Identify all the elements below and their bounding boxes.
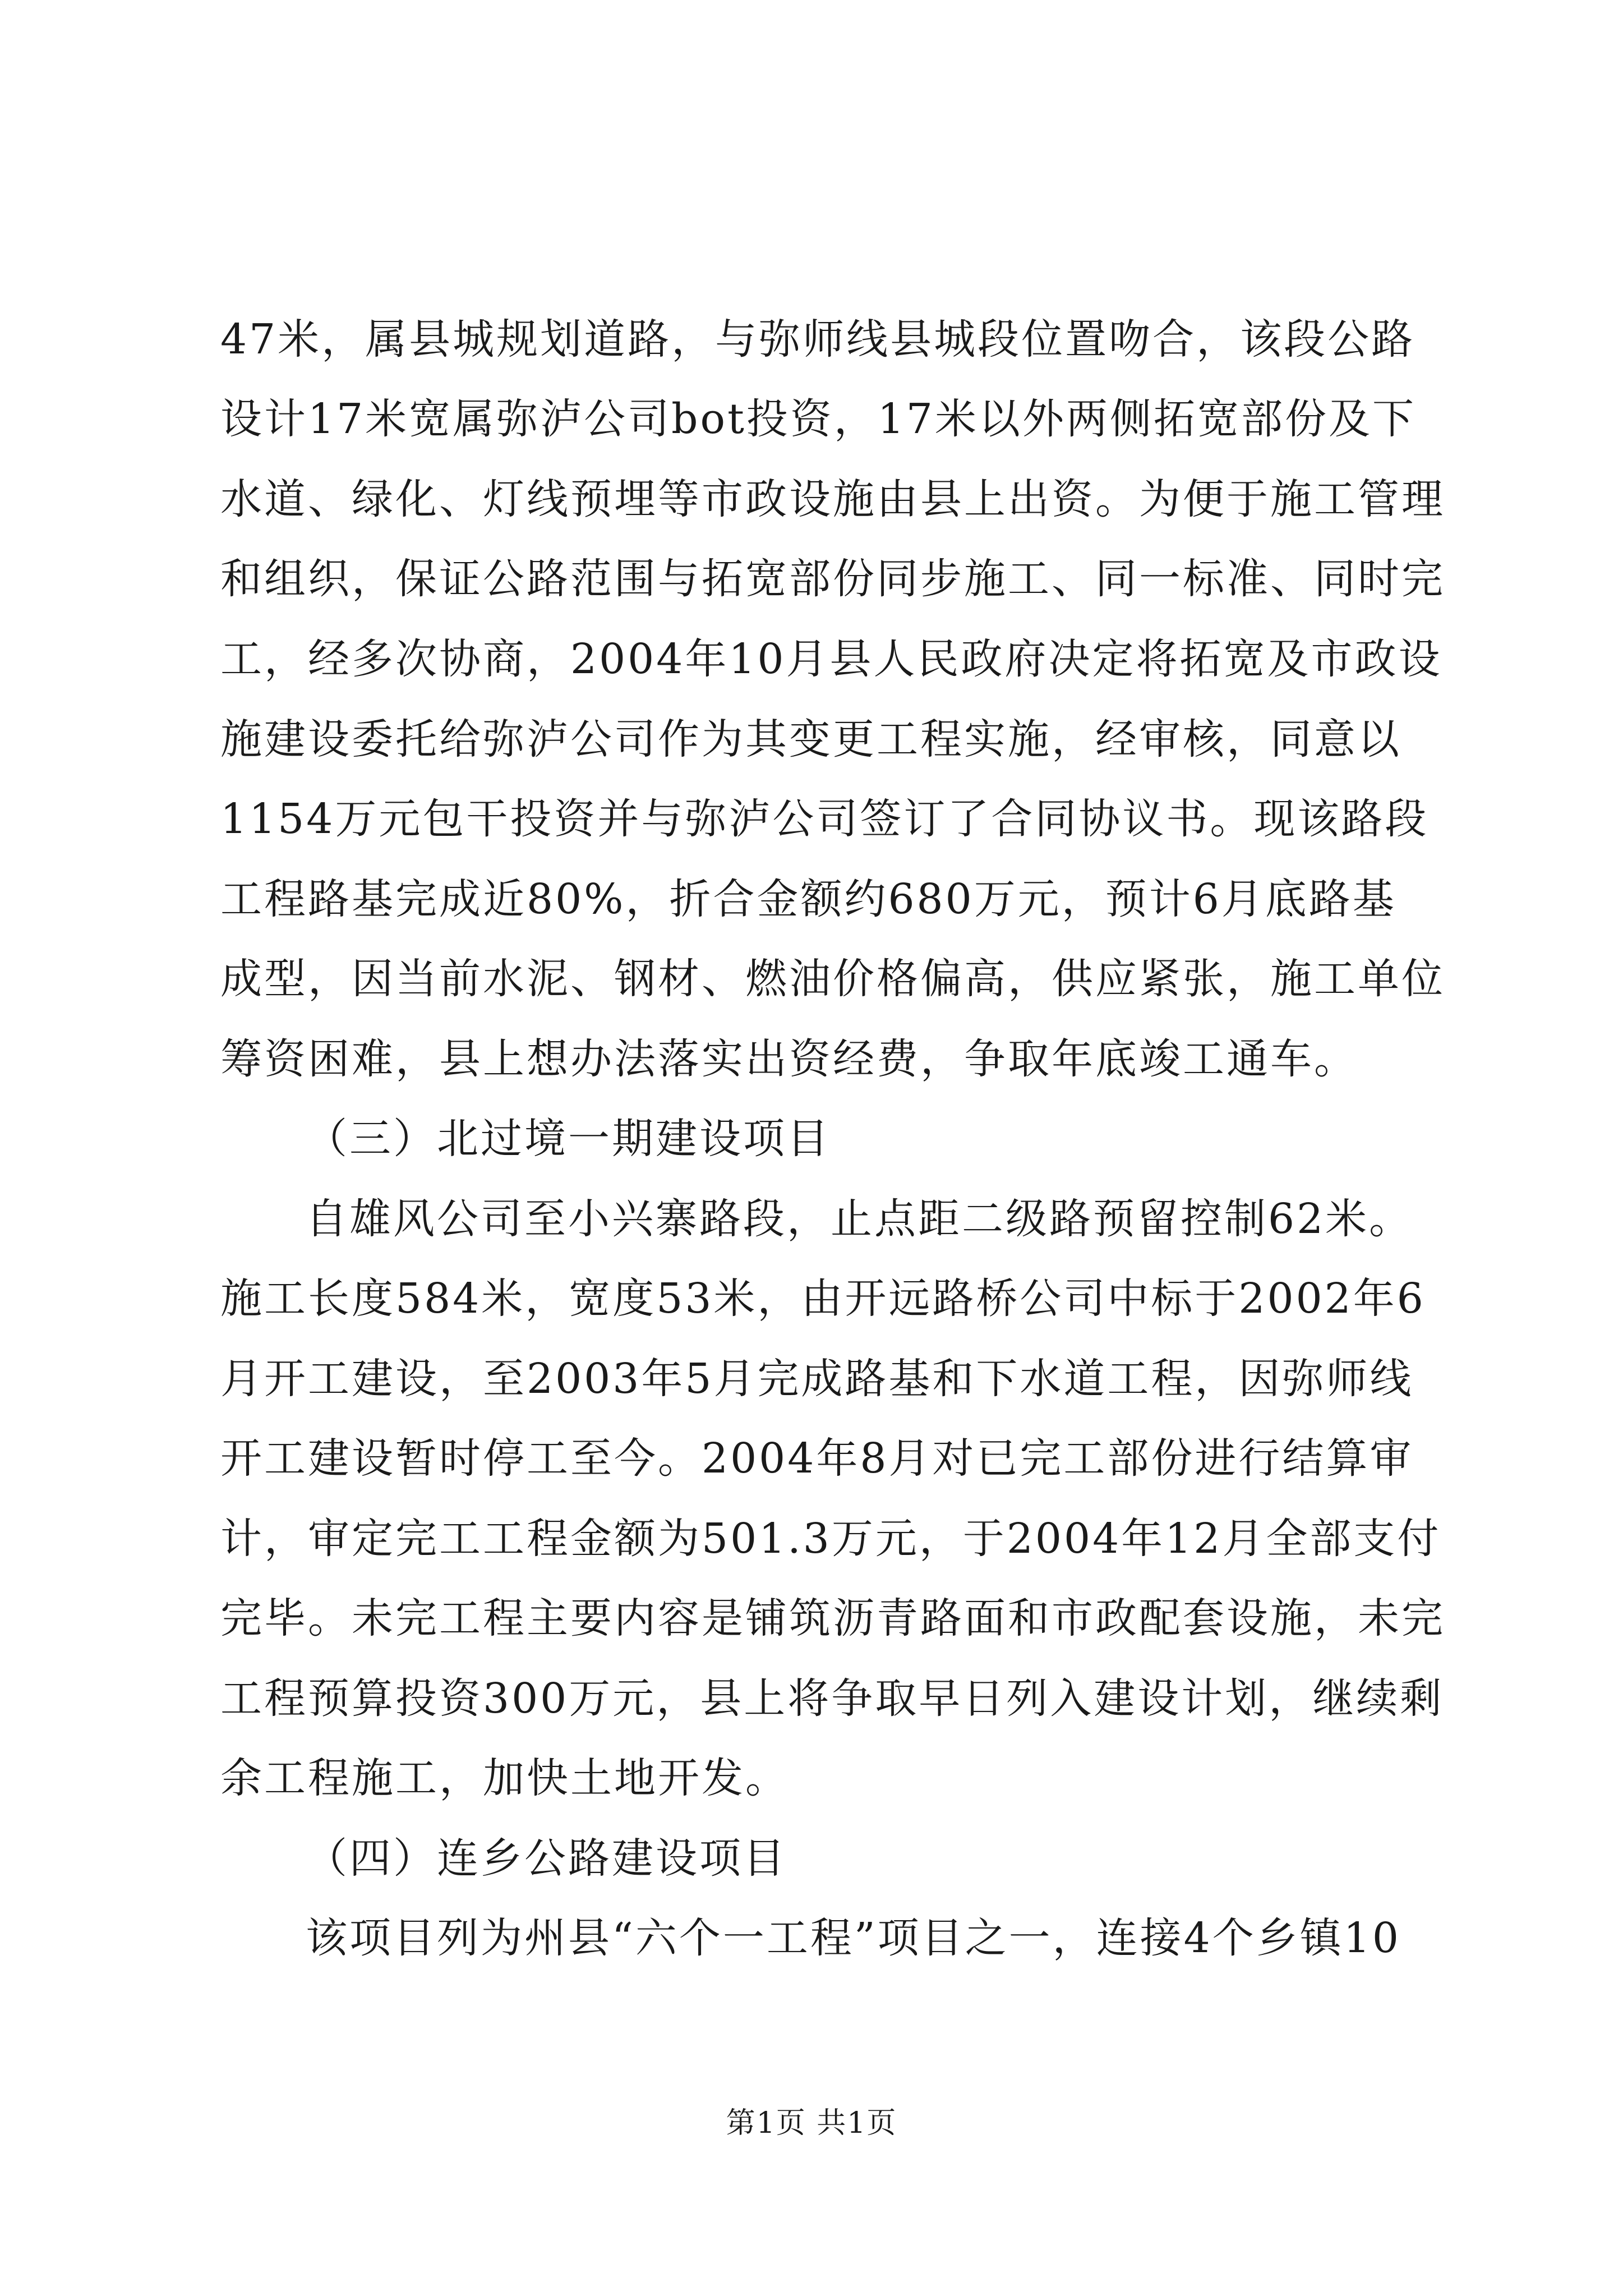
paragraph-line: 该项目列为州县“六个一工程”项目之一，连接4个乡镇10: [306, 1914, 1401, 1962]
section-heading: （四）连乡公路建设项目: [306, 1834, 787, 1883]
paragraph-line: 余工程施工，加快土地开发。: [220, 1754, 789, 1802]
paragraph-line: 47米，属县城规划道路，与弥师线县城段位置吻合，该段公路: [220, 315, 1415, 364]
paragraph-line: 成型，因当前水泥、钢材、燃油价格偏高，供应紧张，施工单位: [220, 955, 1445, 1003]
section-heading: （三）北过境一期建设项目: [306, 1115, 831, 1163]
page-footer: 第1页 共1页: [726, 2106, 897, 2140]
paragraph-line: 1154万元包干投资并与弥泸公司签订了合同协议书。现该路段: [220, 795, 1429, 843]
paragraph-line: 开工建设暂时停工至今。2004年8月对已完工部份进行结算审: [220, 1434, 1414, 1483]
paragraph-line: 水道、绿化、灯线预埋等市政设施由县上出资。为便于施工管理: [220, 475, 1445, 523]
paragraph-line: 月开工建设，至2003年5月完成路基和下水道工程，因弥师线: [220, 1355, 1414, 1403]
paragraph-line: 完毕。未完工程主要内容是铺筑沥青路面和市政配套设施，未完: [220, 1594, 1445, 1642]
paragraph-line: 施建设委托给弥泸公司作为其变更工程实施，经审核，同意以: [220, 715, 1401, 763]
paragraph-line: 筹资困难，县上想办法落实出资经费，争取年底竣工通车。: [220, 1035, 1358, 1083]
paragraph-line: 和组织，保证公路范围与拓宽部份同步施工、同一标准、同时完: [220, 555, 1445, 603]
paragraph-line: 设计17米宽属弥泸公司bot投资，17米以外两侧拓宽部份及下: [220, 395, 1416, 443]
paragraph-line: 施工长度584米，宽度53米，由开远路桥公司中标于2002年6: [220, 1274, 1426, 1323]
paragraph-line: 计，审定完工工程金额为501.3万元，于2004年12月全部支付: [220, 1515, 1441, 1563]
paragraph-line: 工，经多次协商，2004年10月县人民政府决定将拓宽及市政设: [220, 635, 1442, 683]
paragraph-line: 工程路基完成近80%，折合金额约680万元，预计6月底路基: [220, 875, 1396, 923]
paragraph-line: 自雄风公司至小兴寨路段，止点距二级路预留控制62米。: [306, 1195, 1413, 1243]
paragraph-line: 工程预算投资300万元，县上将争取早日列入建设计划，继续剩: [220, 1674, 1444, 1723]
